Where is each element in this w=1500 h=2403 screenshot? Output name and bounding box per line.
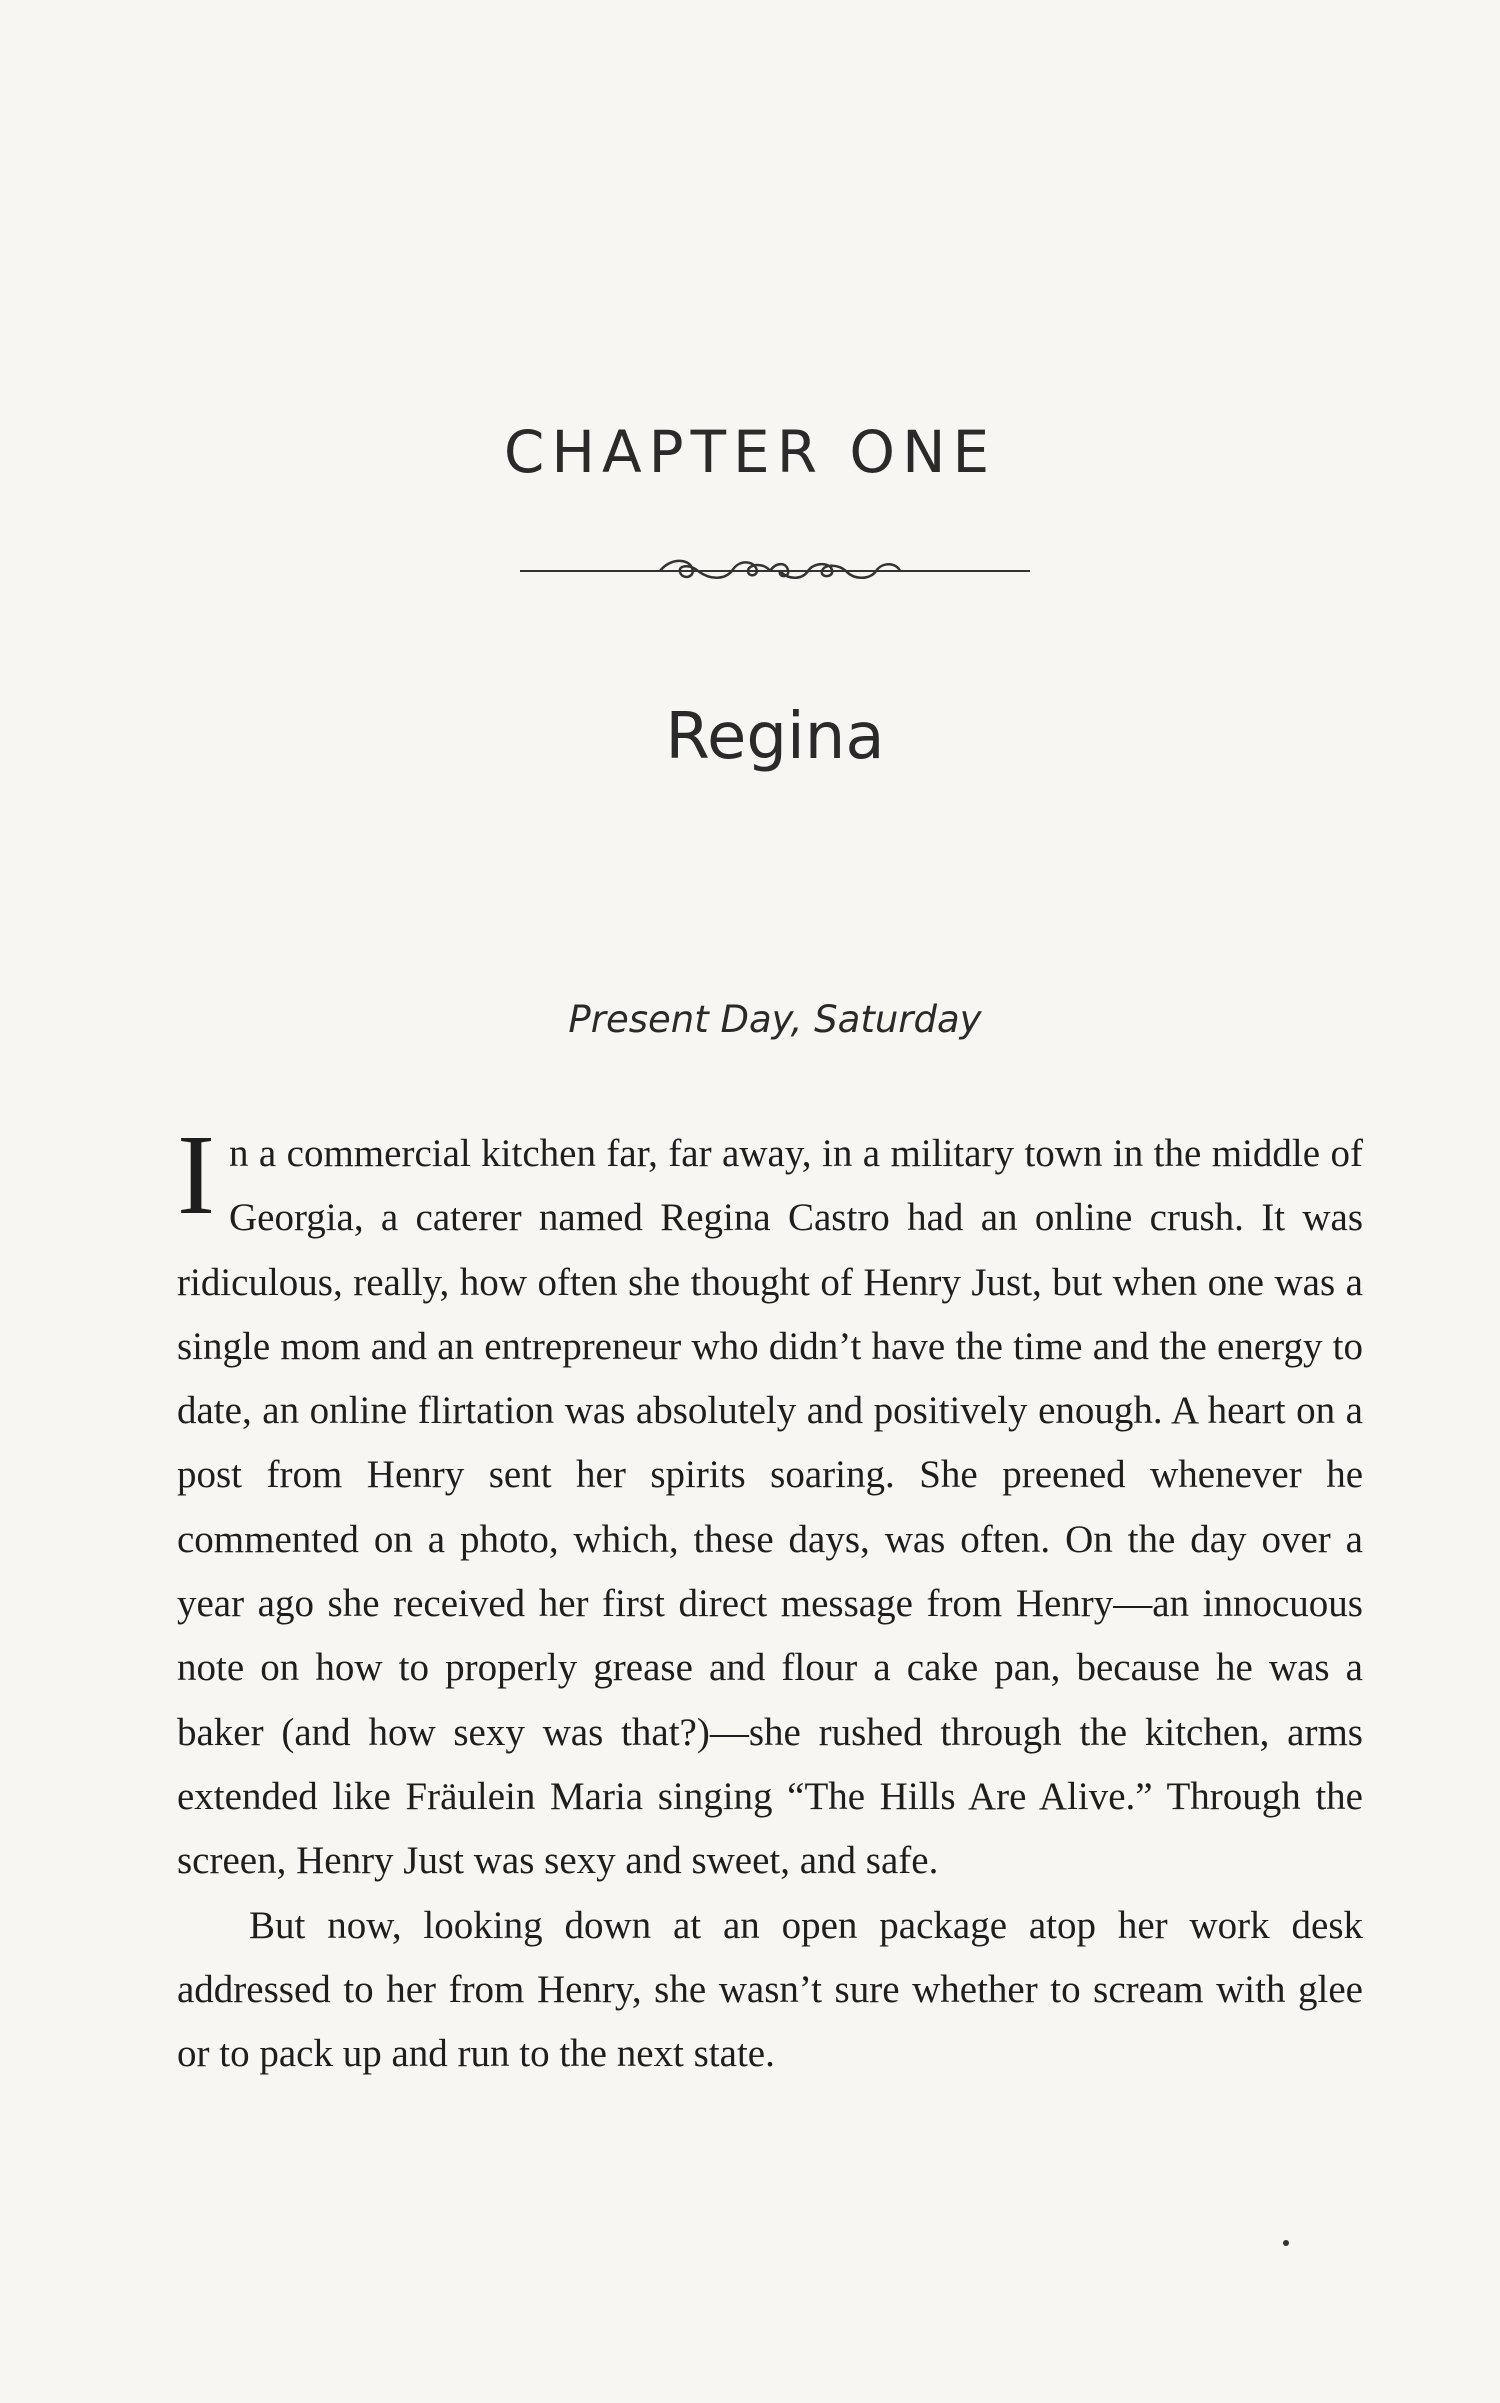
chapter-heading: CHAPTER ONE — [503, 418, 997, 486]
dateline: Present Day, Saturday — [568, 998, 982, 1041]
print-speck — [1283, 2240, 1289, 2246]
paragraph-2: But now, looking down at an open package atop her work desk addressed to her from Henry, she wasn’t sure whether to scream with glee or to pack up and run to the next state. — [177, 1903, 1363, 2076]
paragraph-1-text: n a commercial kitchen far, far away, in a military town in the middle of Georgia, a caterer named Regina Castro had an online crush. It was ridiculous, really, how often she thought of Henry Just, but when one was a single mom and an entrepreneur who didn’t have the time and the energy to date, an online flirtation was absolutely and positively enough. A heart on a post from Henry sent her spirits soaring. She preened whenever he commented on a photo, which, these days, was often. On the day over a year ago she received her first direct message from Henry—an innocuous note on how to properly grease and flour a cake pan, because he was a baker (and how sexy was that?)—she rushed through the kitchen, arms extended like Fräulein Maria singing “The Hills Are Alive.” Through the screen, Henry Just was sexy and sweet, and safe. — [177, 1132, 1363, 1883]
paragraph-1 — [177, 1111, 1363, 1894]
drop-cap: I — [177, 1111, 215, 1238]
chapter-body — [177, 1111, 1363, 2086]
flourish-ornament-icon — [520, 552, 1030, 588]
chapter-title: Regina — [665, 700, 885, 774]
